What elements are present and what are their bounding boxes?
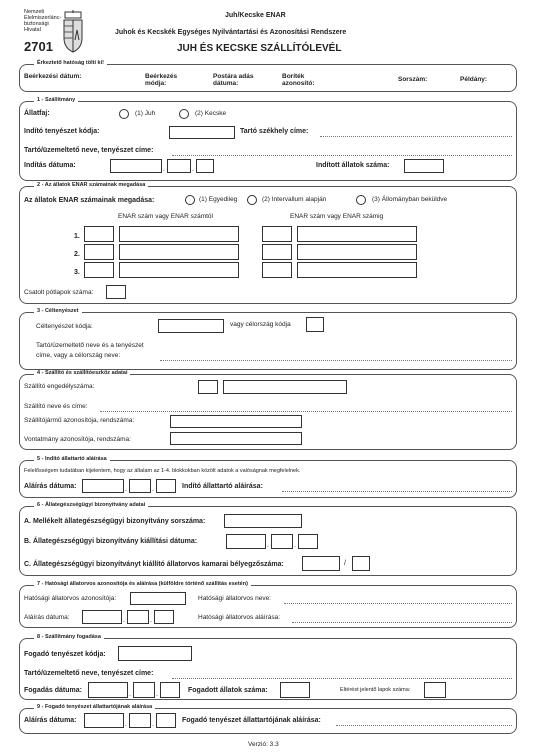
recv-farm-code-input[interactable] xyxy=(118,646,192,661)
transport-permit-prefix[interactable] xyxy=(198,380,218,394)
vet-name-line[interactable] xyxy=(284,603,512,604)
radio-single[interactable] xyxy=(185,195,195,205)
recv-day-input[interactable] xyxy=(160,682,180,698)
label-target-operator-1: Tartó/üzemeltető neve és a tenyészet xyxy=(36,342,144,349)
enar-from-prefix-3[interactable] xyxy=(84,262,114,278)
label-departure-date: Indítás dátuma: xyxy=(24,162,76,169)
label-holder-address: Tartó székhely címe: xyxy=(240,128,309,135)
cert-number-input[interactable] xyxy=(224,514,302,528)
agency-name-line1: Nemzeti xyxy=(24,9,45,15)
s9-sign-day-input[interactable] xyxy=(156,713,176,728)
enar-row-label-3: 3. xyxy=(74,269,80,276)
section-7-title: 7 - Hatósági állatorvos azonosítója és aláírása (külföldre történő szállítás esetén) xyxy=(34,582,251,588)
version-label: Verzió: 3.3 xyxy=(248,741,279,748)
vet-stamp-input-a[interactable] xyxy=(302,556,340,571)
office-use-title: Érkeztető hatóság tölti ki! xyxy=(34,61,107,67)
label-opt-interval: (2) Intervallum alapján xyxy=(262,196,327,203)
section-5-title: 5 - Indító állattartó aláírása xyxy=(34,457,110,463)
departure-day-input[interactable] xyxy=(196,159,214,173)
label-recv-farm-code: Fogadó tenyészet kódja: xyxy=(24,651,106,658)
vet-stamp-input-b[interactable] xyxy=(352,556,370,571)
enar-to-prefix-3[interactable] xyxy=(262,262,292,278)
label-or-country: vagy célország kódja xyxy=(230,321,291,328)
section-9-title: 9 - Fogadó tenyészet állattartójának aláírása xyxy=(34,705,155,711)
header-line2: Juhok és Kecskék Egységes Nyilvántartási és Azonosítási Rendszere xyxy=(115,29,347,36)
label-opt-file: (3) Állományban beküldve xyxy=(372,196,448,203)
radio-interval[interactable] xyxy=(247,195,257,205)
enar-to-prefix-2[interactable] xyxy=(262,244,292,260)
label-vet-id: Hatósági állatorvos azonosítója: xyxy=(24,595,117,602)
label-recv-operator: Tartó/üzemeltető neve, tenyészet címe: xyxy=(24,670,154,677)
label-animal-count: Indított állatok száma: xyxy=(316,162,390,169)
section-3-title: 3 - Céltenyészet xyxy=(34,309,82,315)
target-farm-input[interactable] xyxy=(158,319,224,333)
label-recv-count: Fogadott állatok száma: xyxy=(188,687,268,694)
section-4-title: 4 - Szállító és szállítóeszköz adatai xyxy=(34,371,130,377)
vet-sign-line[interactable] xyxy=(292,622,512,623)
label-serial: Sorszám: xyxy=(398,76,428,83)
enar-to-number-3[interactable] xyxy=(297,262,417,278)
section-1-title: 1 - Szállítmány xyxy=(34,98,78,104)
target-country-input[interactable] xyxy=(306,317,324,332)
label-cert-number: A. Mellékelt állategészségügyi bizonyítvány sorszáma: xyxy=(24,518,206,525)
label-species: Állatfaj: xyxy=(24,110,50,117)
s5-sign-day-input[interactable] xyxy=(156,479,176,493)
enar-to-number-1[interactable] xyxy=(297,226,417,242)
vehicle-id-input[interactable] xyxy=(170,415,302,428)
label-target-operator-2: címe, vagy a célország neve: xyxy=(36,352,121,359)
label-opt-single: (1) Egyedileg xyxy=(199,196,238,203)
transporter-name-line[interactable] xyxy=(100,411,512,412)
label-s9-signature: Fogadó tenyészet állattartójának aláírása: xyxy=(182,717,321,724)
agency-name-line3: biztonsági xyxy=(24,21,49,27)
label-copy: Példány: xyxy=(460,76,488,83)
enar-from-prefix-1[interactable] xyxy=(84,226,114,242)
label-vehicle-id: Szállítójármű azonosítója, rendszáma: xyxy=(24,417,135,424)
label-s5-signature: Indító állattartó aláírása: xyxy=(182,483,263,490)
header-line1: Juh/Kecske ENAR xyxy=(225,12,286,19)
attached-sheets-input[interactable] xyxy=(106,285,126,299)
label-enar-mode: Az állatok ENAR számainak megadása: xyxy=(24,197,155,204)
label-s7-sign-date: Aláírás dátuma: xyxy=(24,614,70,621)
departure-year-input[interactable] xyxy=(110,159,162,173)
enar-to-prefix-1[interactable] xyxy=(262,226,292,242)
label-s5-sign-date: Aláírás dátuma: xyxy=(24,483,77,490)
s5-sign-year-input[interactable] xyxy=(82,479,124,493)
enar-from-number-2[interactable] xyxy=(119,244,239,260)
label-attached-sheets: Csatolt pótlapok száma: xyxy=(24,289,94,296)
target-operator-line[interactable] xyxy=(160,360,512,361)
agency-name-line4: Hivatal xyxy=(24,27,41,33)
origin-code-input[interactable] xyxy=(169,126,235,139)
transport-permit-number[interactable] xyxy=(223,380,347,394)
recv-month-input[interactable] xyxy=(133,682,155,698)
radio-sheep[interactable] xyxy=(119,109,129,119)
label-cert-date: B. Állategészségügyi bizonyítvány kiállítási dátuma: xyxy=(24,538,198,545)
form-title: JUH ÉS KECSKE SZÁLLÍTÓLEVÉL xyxy=(177,43,342,54)
s9-signature-line[interactable] xyxy=(336,725,512,726)
label-envelope-id: Boríték azonosító: xyxy=(282,73,315,88)
cert-month-input[interactable] xyxy=(271,534,293,549)
agency-name-line2: Élelmiszerlánc- xyxy=(24,15,62,21)
radio-goat[interactable] xyxy=(179,109,189,119)
recv-operator-line[interactable] xyxy=(172,678,512,679)
s5-signature-line[interactable] xyxy=(282,491,512,492)
recv-year-input[interactable] xyxy=(88,682,128,698)
vet-id-input[interactable] xyxy=(130,592,186,605)
deviation-sheets-input[interactable] xyxy=(424,682,446,698)
label-target-farm: Céltenyészet kódja: xyxy=(36,323,93,330)
vet-stamp-slash: / xyxy=(344,560,346,567)
radio-file[interactable] xyxy=(356,195,366,205)
s7-sign-year-input[interactable] xyxy=(82,610,122,624)
label-transport-permit: Szállító engedélyszáma: xyxy=(24,383,95,390)
s9-sign-month-input[interactable] xyxy=(129,713,151,728)
enar-row-label-1: 1. xyxy=(74,233,80,240)
enar-from-prefix-2[interactable] xyxy=(84,244,114,260)
enar-to-header: ENAR szám vagy ENAR számig xyxy=(290,213,384,220)
section-2-title: 2 - Az állatok ENAR számainak megadása xyxy=(34,183,148,189)
enar-from-header: ENAR szám vagy ENAR számtól xyxy=(118,213,213,220)
cert-year-input[interactable] xyxy=(226,534,266,549)
enar-to-number-2[interactable] xyxy=(297,244,417,260)
trailer-id-input[interactable] xyxy=(170,432,302,445)
label-s9-sign-date: Aláírás dátuma: xyxy=(24,717,77,724)
statement-text: Felelősségem tudatában kijelentem, hogy az általam az 1-4. blokkokban közölt adatok a valóságnak megfelelnek. xyxy=(24,468,301,474)
label-trailer-id: Vontatmány azonosítója, rendszáma: xyxy=(24,436,131,443)
s7-sign-month-input[interactable] xyxy=(127,610,149,624)
holder-address-line[interactable] xyxy=(320,136,512,137)
recv-count-input[interactable] xyxy=(280,682,310,698)
s7-sign-day-input[interactable] xyxy=(154,610,174,624)
label-opt-goat: (2) Kecske xyxy=(195,110,227,117)
label-opt-sheep: (1) Juh xyxy=(135,110,156,117)
s5-sign-month-input[interactable] xyxy=(129,479,151,493)
form-number: 2701 xyxy=(24,39,53,54)
label-post-date: Postára adás dátuma: xyxy=(213,73,254,88)
label-origin-code: Indító tenyészet kódja: xyxy=(24,128,100,135)
section-8-title: 8 - Szállítmány fogadása xyxy=(34,635,104,641)
label-deviation-sheets: Eltérést jelentő lapok száma: xyxy=(340,687,411,693)
label-operator: Tartó/üzemeltető neve, tenyészet címe: xyxy=(24,147,154,154)
enar-from-number-1[interactable] xyxy=(119,226,239,242)
enar-from-number-3[interactable] xyxy=(119,262,239,278)
label-received-method: Beérkezés módja: xyxy=(145,73,178,88)
operator-line[interactable] xyxy=(172,155,512,156)
enar-row-label-2: 2. xyxy=(74,251,80,258)
label-vet-name: Hatósági állatorvos neve: xyxy=(198,595,271,602)
cert-day-input[interactable] xyxy=(298,534,318,549)
label-vet-stamp: C. Állategészségügyi bizonyítványt kiállító állatorvos kamarai bélyegzőszáma: xyxy=(24,561,284,568)
animal-count-input[interactable] xyxy=(404,159,444,173)
label-recv-date: Fogadás dátuma: xyxy=(24,687,82,694)
section-6-title: 6 - Állategészségügyi bizonyítvány adatai xyxy=(34,503,148,509)
coat-of-arms-icon xyxy=(60,10,86,54)
label-received-date: Beérkezési dátum: xyxy=(24,73,82,80)
departure-month-input[interactable] xyxy=(167,159,191,173)
s9-sign-year-input[interactable] xyxy=(84,713,124,728)
label-vet-sign: Hatósági állatorvos aláírása: xyxy=(198,614,281,621)
label-transporter-name: Szállító neve és címe: xyxy=(24,403,88,410)
